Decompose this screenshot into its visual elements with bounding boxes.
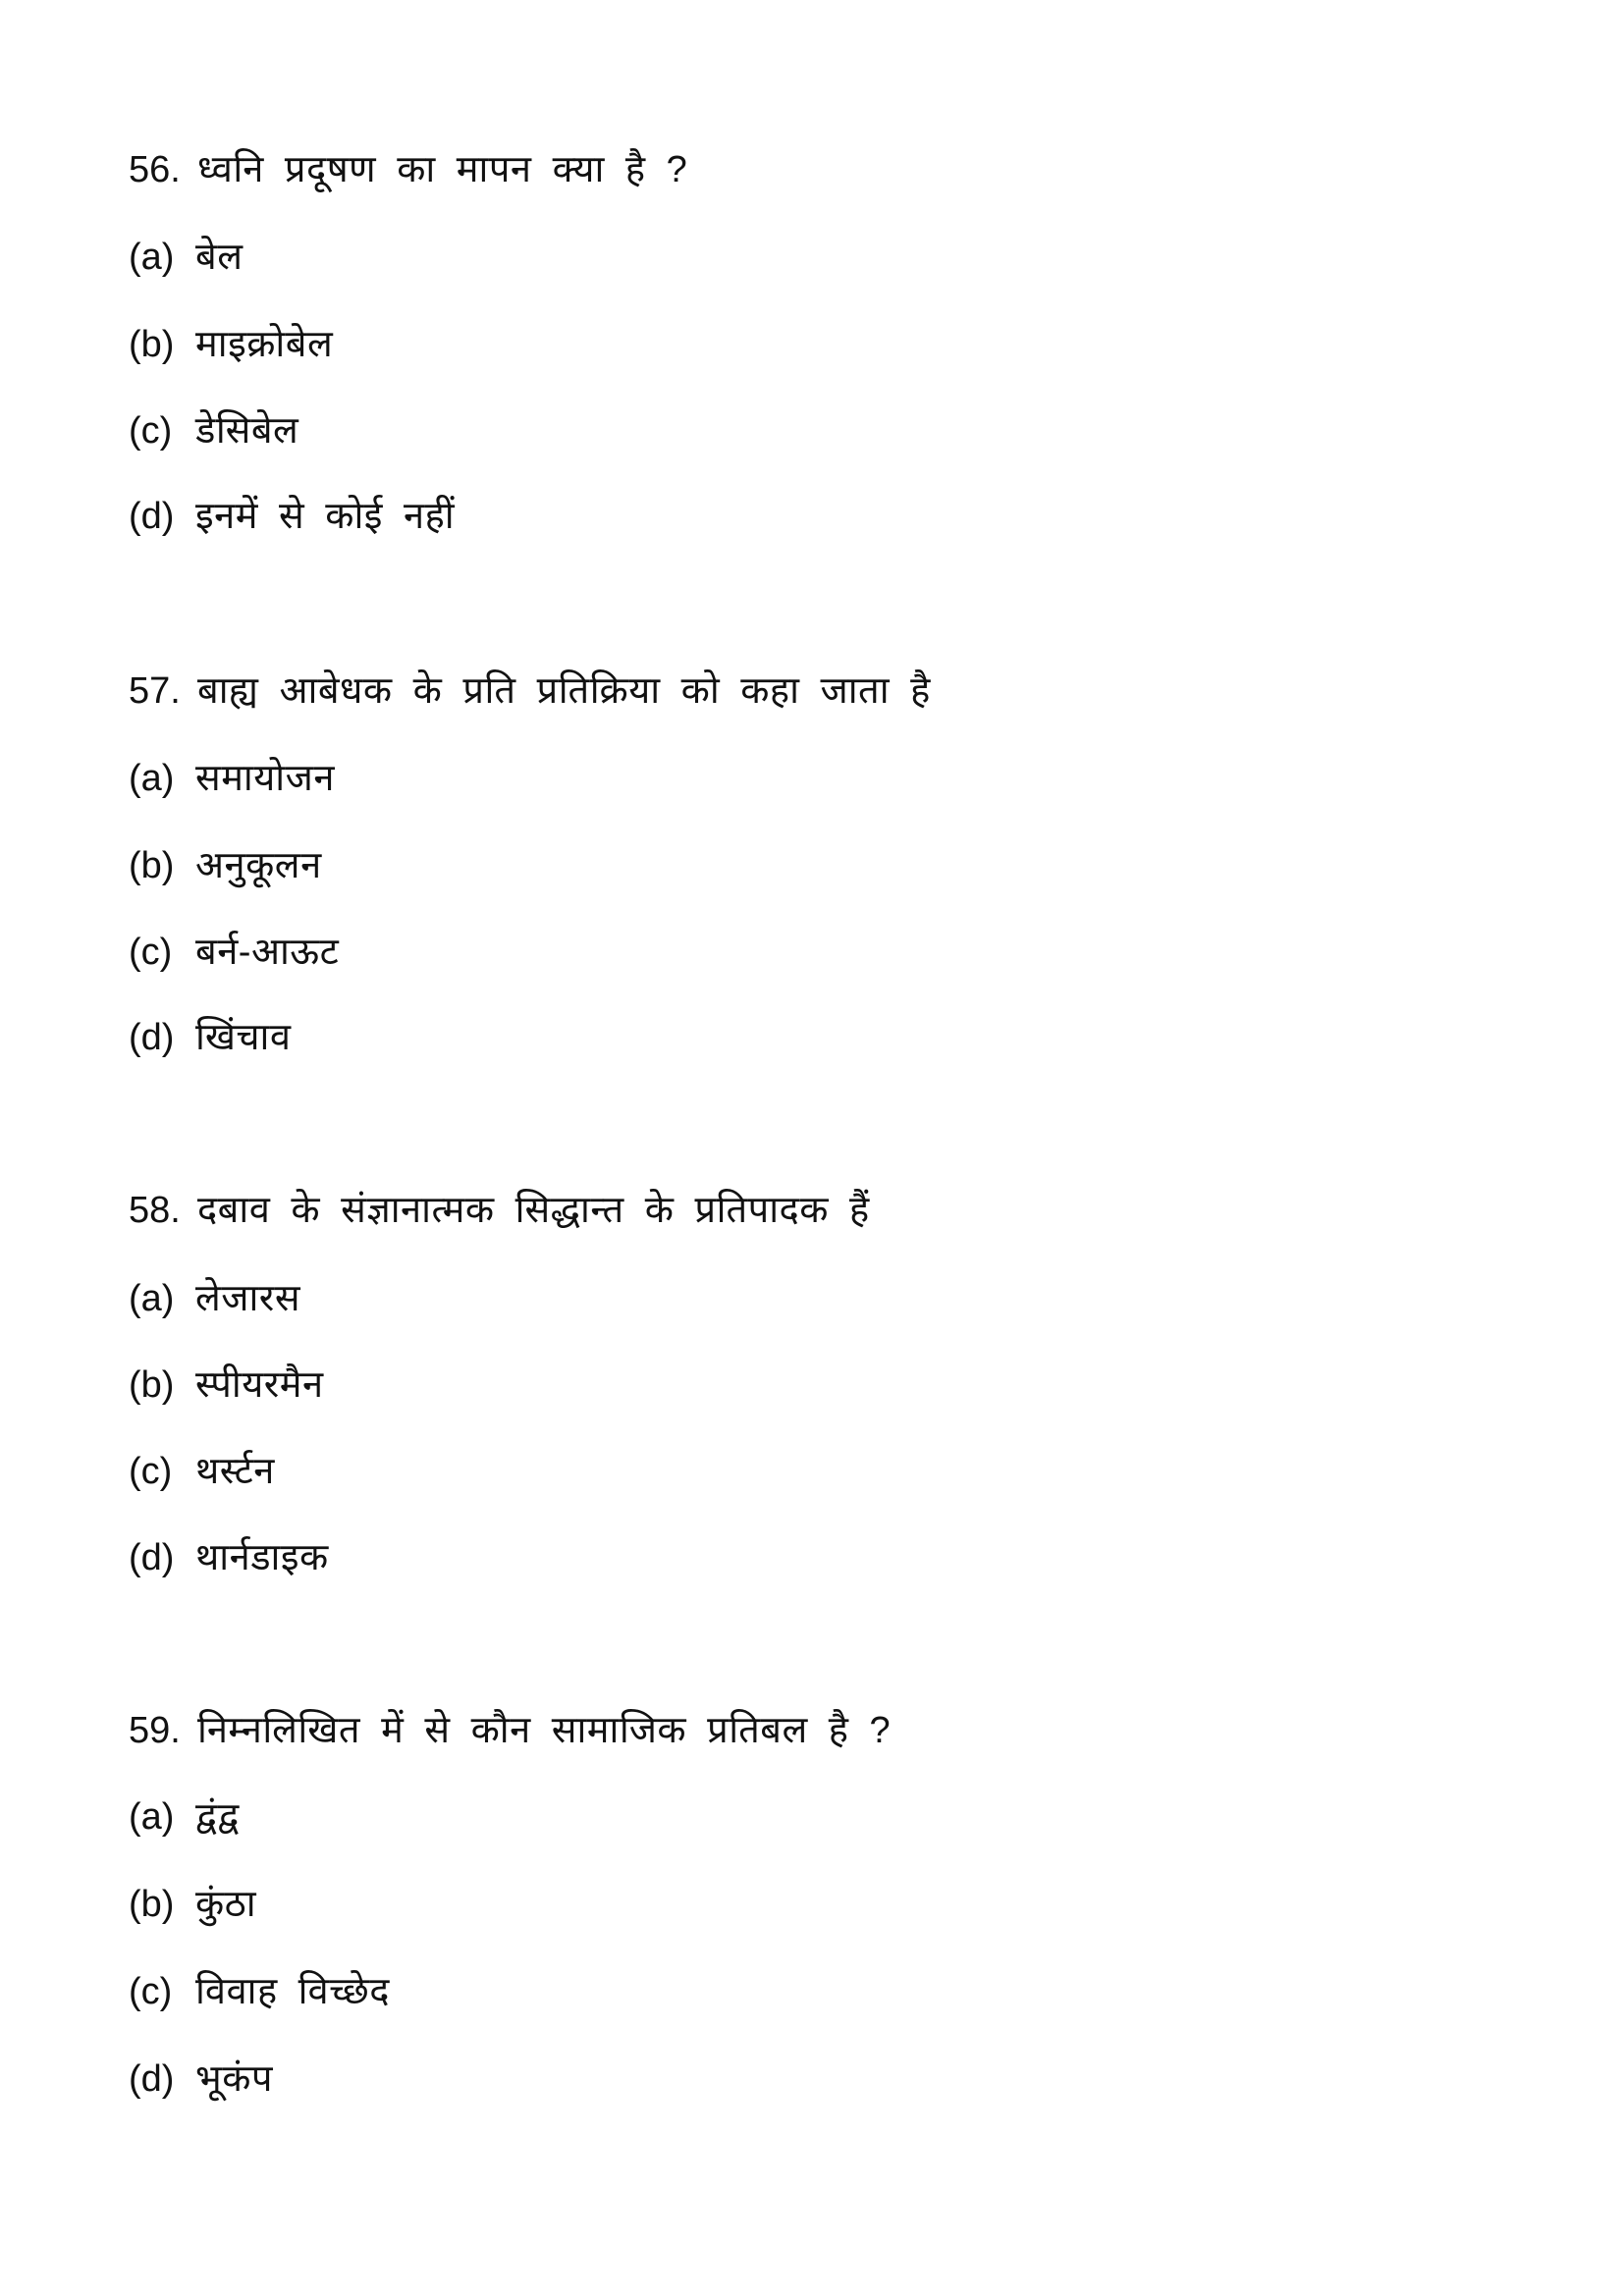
- option-text: थर्स्टन: [195, 1451, 275, 1492]
- question-stem: [129, 1701, 891, 1760]
- question-number: 59.: [129, 1710, 181, 1751]
- question-number: 58.: [129, 1190, 181, 1231]
- option-label: (c): [129, 1971, 173, 2012]
- option-a: [129, 228, 243, 287]
- option-label: (c): [129, 1451, 173, 1492]
- question-stem: [129, 1181, 870, 1240]
- option-c: [129, 1962, 390, 2021]
- option-text: समायोजन: [195, 758, 335, 799]
- option-b: [129, 1356, 324, 1415]
- option-a: [129, 1269, 300, 1328]
- question-text: निम्नलिखित में से कौन सामाजिक प्रतिबल है ?: [197, 1710, 892, 1751]
- option-a: [129, 749, 335, 808]
- option-text: लेजारस: [195, 1278, 301, 1319]
- option-label: (c): [129, 410, 173, 452]
- option-text: बेल: [195, 237, 244, 278]
- option-d: [129, 487, 455, 546]
- option-label: (a): [129, 1796, 175, 1838]
- option-label: (b): [129, 324, 175, 365]
- option-label: (b): [129, 1364, 175, 1406]
- question-text: ध्वनि प्रदूषण का मापन क्या है ?: [197, 149, 688, 190]
- option-label: (d): [129, 1017, 175, 1058]
- option-text: कुंठा: [195, 1884, 257, 1925]
- option-text: अनुकूलन: [195, 845, 322, 886]
- option-a: [129, 1788, 240, 1846]
- option-text: खिंचाव: [195, 1017, 292, 1058]
- option-label: (b): [129, 1884, 175, 1925]
- option-text: द्वंद्व: [195, 1796, 240, 1838]
- question-stem: [129, 140, 687, 199]
- question-text: दबाव के संज्ञानात्मक सिद्धान्त के प्रतिपादक हैं: [197, 1190, 870, 1231]
- option-c: [129, 923, 339, 982]
- option-label: (a): [129, 758, 175, 799]
- option-text: थार्नडाइक: [195, 1537, 329, 1578]
- option-text: इनमें से कोई नहीं: [195, 496, 456, 537]
- option-label: (c): [129, 932, 173, 973]
- option-b: [129, 836, 322, 895]
- option-text: भूकंप: [195, 2058, 273, 2100]
- option-b: [129, 1875, 256, 1934]
- option-label: (d): [129, 1537, 175, 1578]
- option-label: (a): [129, 1278, 175, 1319]
- option-label: (b): [129, 845, 175, 886]
- question-number: 57.: [129, 670, 181, 712]
- option-d: [129, 1008, 292, 1067]
- option-d: [129, 2050, 273, 2109]
- option-c: [129, 401, 298, 460]
- option-text: डेसिबेल: [195, 410, 299, 452]
- option-text: स्पीयरमैन: [195, 1364, 324, 1406]
- option-label: (d): [129, 496, 175, 537]
- option-text: विवाह विच्छेद: [195, 1971, 390, 2012]
- option-label: (d): [129, 2058, 175, 2100]
- question-text: बाह्य आबेधक के प्रति प्रतिक्रिया को कहा जाता है: [197, 670, 931, 712]
- option-c: [129, 1442, 275, 1501]
- option-d: [129, 1528, 329, 1587]
- option-b: [129, 315, 333, 374]
- question-number: 56.: [129, 149, 181, 190]
- option-text: माइक्रोबेल: [195, 324, 334, 365]
- option-text: बर्न-आऊट: [195, 932, 340, 973]
- question-stem: [129, 662, 931, 721]
- option-label: (a): [129, 237, 175, 278]
